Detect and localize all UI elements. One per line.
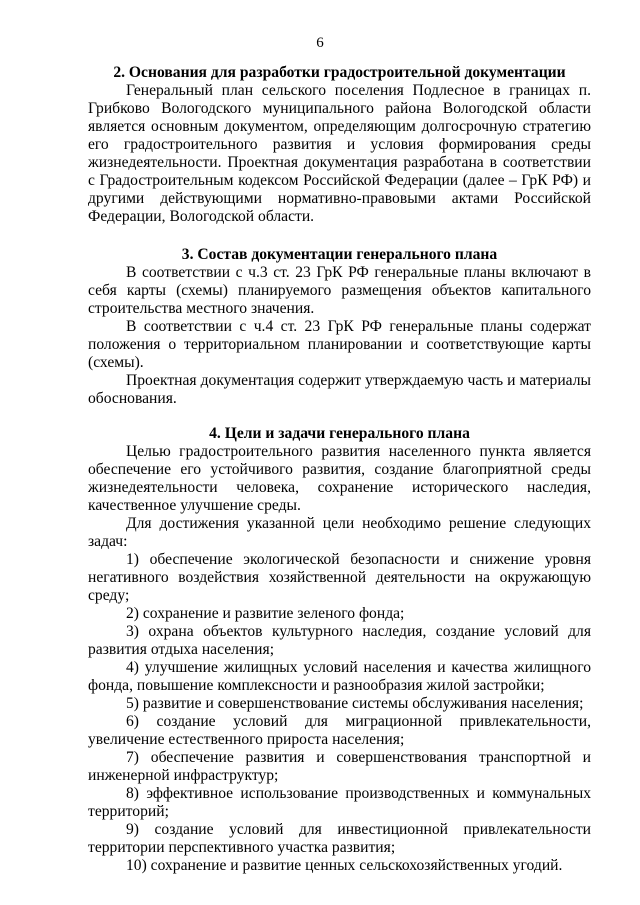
paragraph: В соответствии с ч.4 ст. 23 ГрК РФ генеральные планы содержат положения о территориальном планировании и соответствующие карты (схемы). [88, 318, 591, 371]
list-item: 10) сохранение и развитие ценных сельскохозяйственных угодий. [126, 857, 563, 874]
list-item: 5) развитие и совершенствование системы обслуживания населения; [126, 695, 584, 712]
list-item: 3) охрана объектов культурного наследия, создание условий для развития отдыха населения; [88, 623, 591, 658]
paragraph: Генеральный план сельского поселения Подлесное в границах п. Грибково Вологодского муниципального района Вологодской области является основным документом, определяющим долгосрочную стратегию его градостроительного развития и условия формирования среды жизнедеятельности. Проектная документация разработана в соответствии с Градостроительным кодексом Российской Федерации (далее – ГрК РФ) и другими действующими нормативно-правовыми актами Российской Федерации, Вологодской области. [88, 82, 591, 225]
list-item: 8) эффективное использование производственных и коммунальных территорий; [88, 785, 591, 820]
list-item: 4) улучшение жилищных условий населения и качества жилищного фонда, повышение комплексности и разнообразия жилой застройки; [88, 659, 591, 694]
paragraph: В соответствии с ч.3 ст. 23 ГрК РФ генеральные планы включают в себя карты (схемы) планируемого размещения объектов капитального строительства местного значения. [88, 264, 591, 317]
list-item: 9) создание условий для инвестиционной привлекательности территории перспективного участка развития; [88, 821, 591, 856]
list-item: 6) создание условий для миграционной привлекательности, увеличение естественного прироста населения; [88, 713, 591, 748]
section-basis [88, 64, 591, 226]
section-composition [88, 246, 591, 408]
section-heading: 3. Состав документации генерального плана [181, 246, 498, 263]
list-item: 2) сохранение и развитие зеленого фонда; [126, 605, 405, 622]
page-number: 6 [316, 35, 324, 51]
section-goals [88, 425, 591, 875]
list-item: 7) обеспечение развития и совершенствования транспортной и инженерной инфраструктур; [88, 749, 591, 784]
paragraph: Для достижения указанной цели необходимо решение следующих задач: [88, 515, 591, 550]
section-heading: 4. Цели и задачи генерального плана [209, 425, 470, 442]
list-item: 1) обеспечение экологической безопасности и снижение уровня негативного воздействия хозяйственной деятельности на окружающую среду; [88, 551, 591, 604]
paragraph: Проектная документация содержит утверждаемую часть и материалы обоснования. [88, 372, 591, 407]
paragraph: Целью градостроительного развития населенного пункта является обеспечение его устойчивого развития, создание благоприятной среды жизнедеятельности человека, сохранение исторического наследия, качественное улучшение среды. [88, 443, 591, 514]
document-body [88, 64, 591, 875]
section-heading: 2. Основания для разработки градостроительной документации [113, 64, 566, 81]
